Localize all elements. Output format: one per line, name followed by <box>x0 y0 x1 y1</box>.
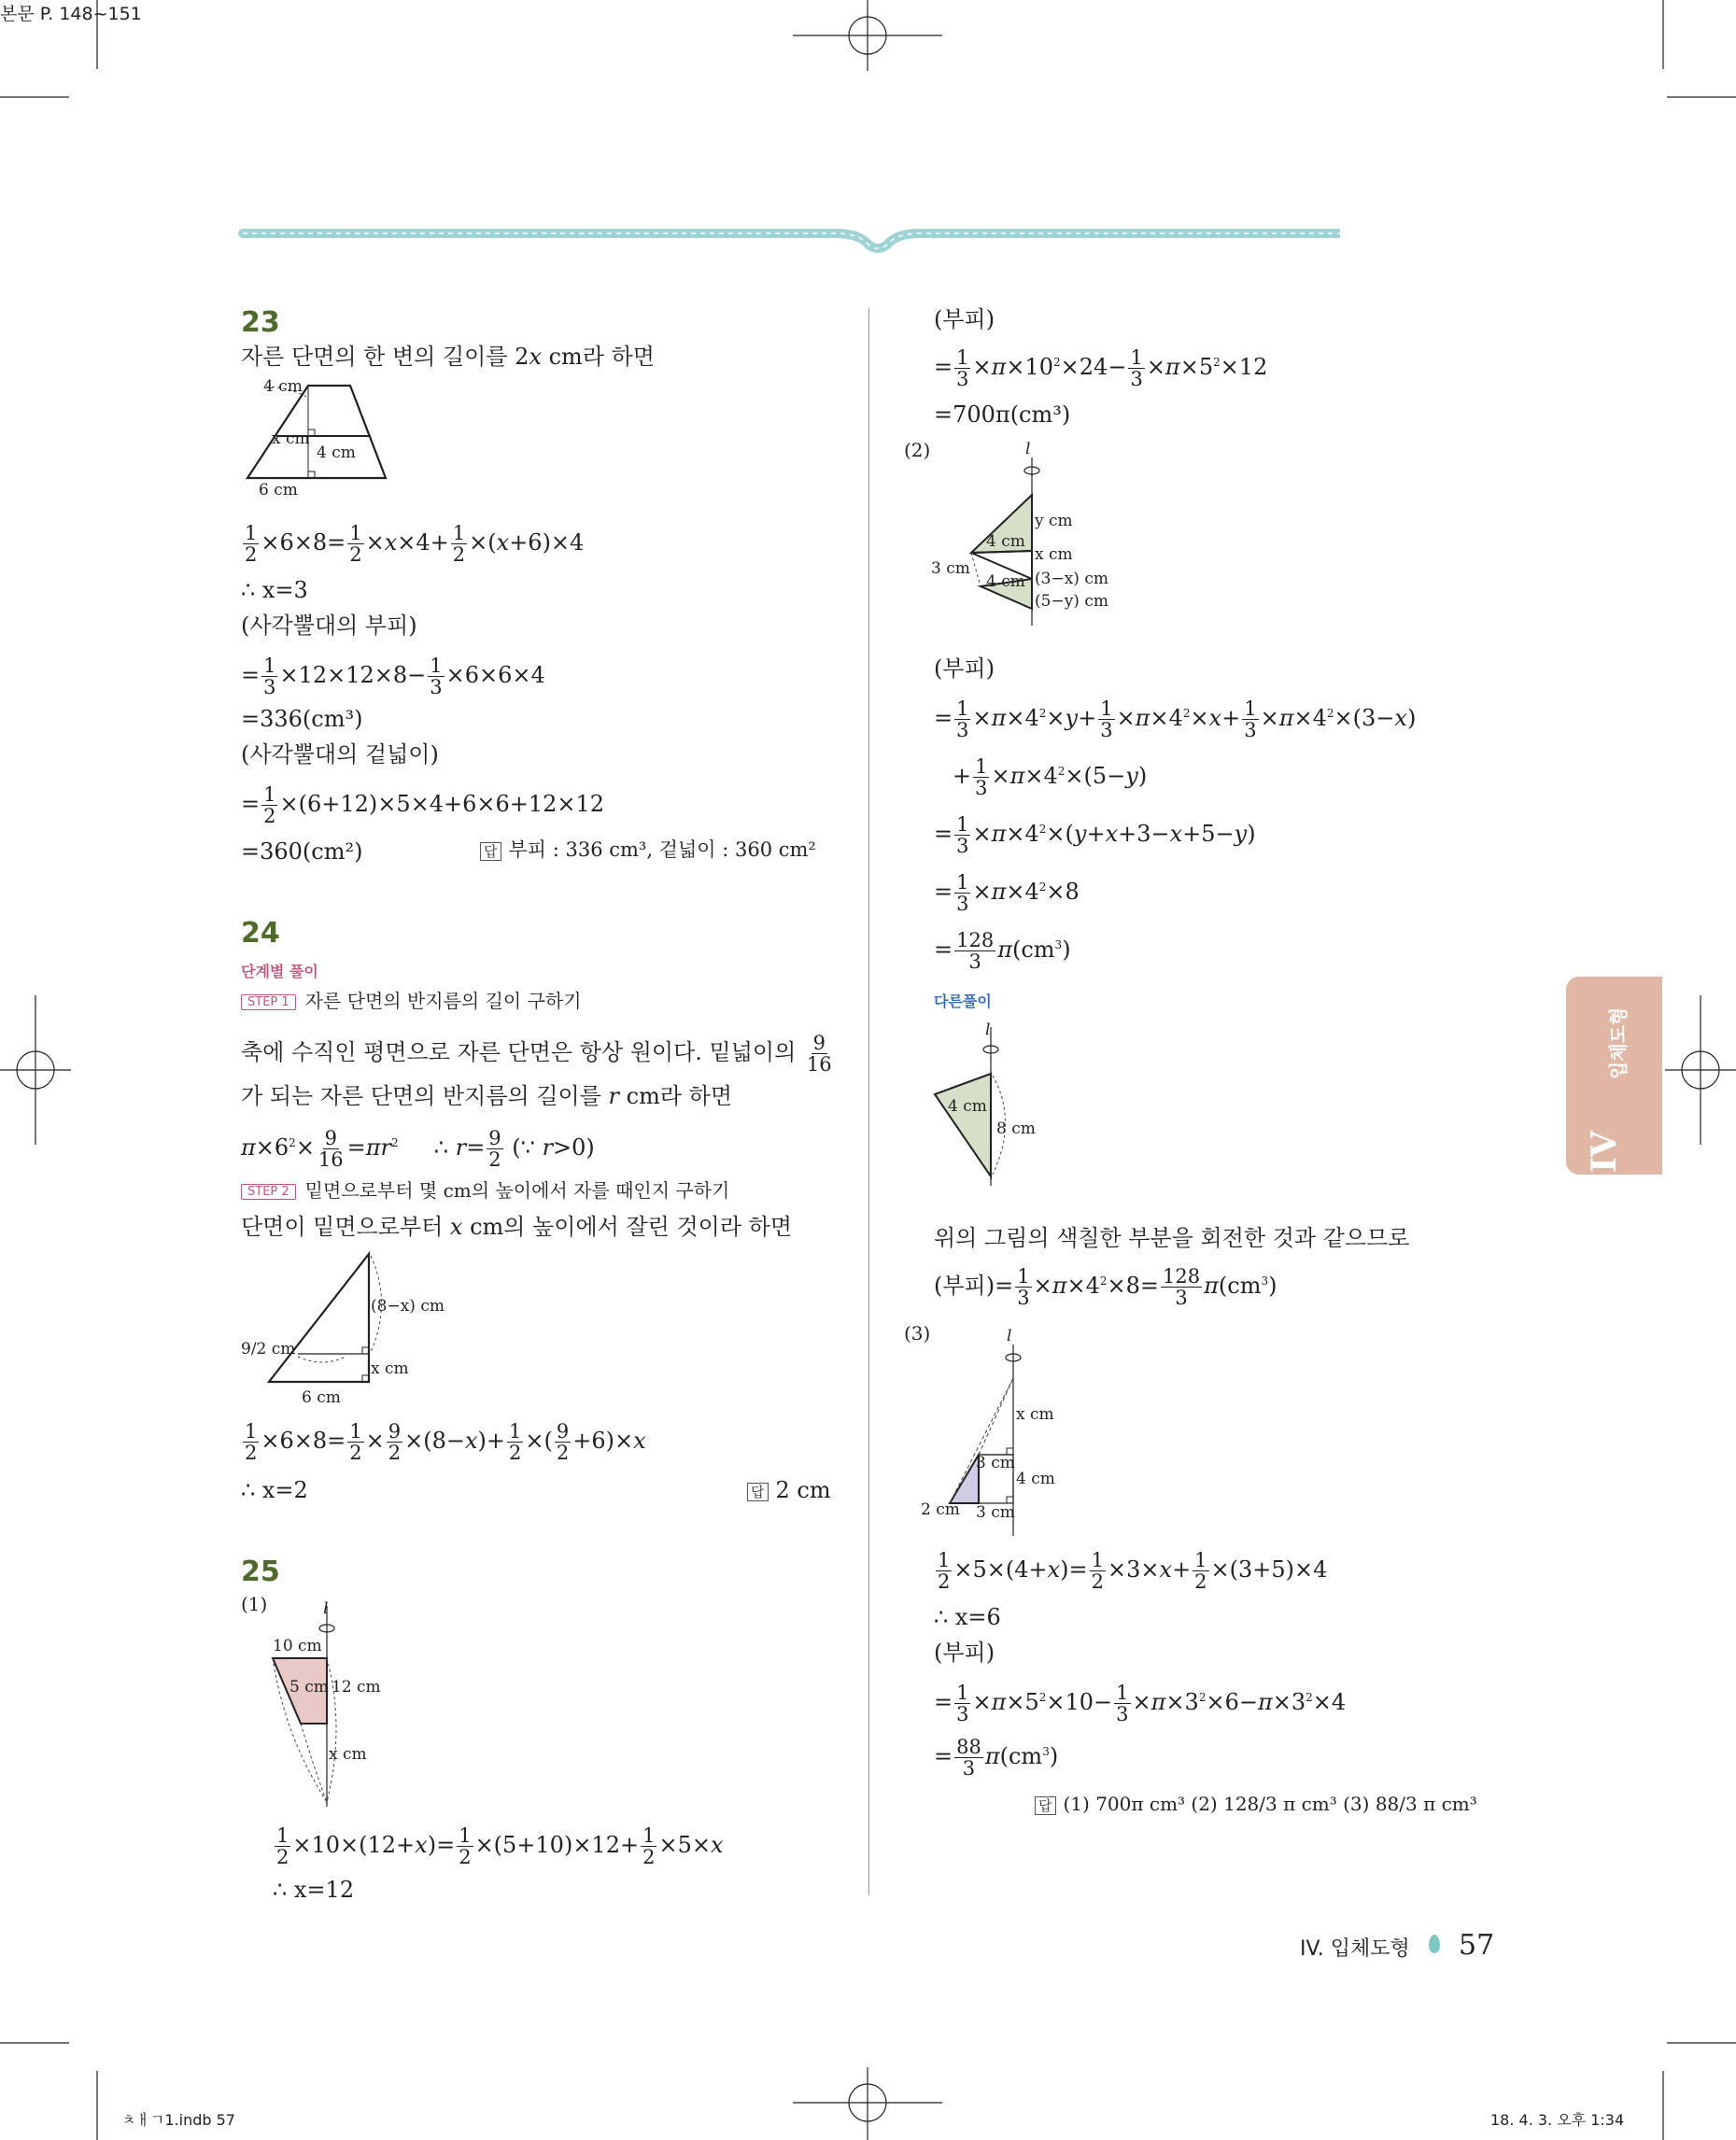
fig1-label-c: 12 cm <box>332 1678 381 1697</box>
fig2-label-f: (3−x) cm <box>1035 570 1108 588</box>
fig2-label-d: 3 cm <box>931 559 970 578</box>
fig1-label-a: 10 cm <box>273 1637 322 1655</box>
p24-fig-label-c: x cm <box>371 1359 409 1378</box>
chapter-footer-title: IV. 입체도형 <box>1300 1937 1410 1961</box>
fig1-axis-label: l <box>323 1599 329 1618</box>
p24-fig-label-b: 9/2 cm <box>241 1340 296 1359</box>
p23-eq4: =336(cm³) <box>241 706 363 732</box>
p25-r-eq7: = $\frac{128}{3}$ $\pi(cm^3)$ <box>934 929 1071 974</box>
p23-trapezoid-figure <box>238 377 406 500</box>
header-ribbon <box>238 217 1340 254</box>
problem-number-23: 23 <box>241 306 280 339</box>
fig4-label-b: 3 cm <box>976 1454 1015 1472</box>
column-divider <box>868 308 869 1895</box>
p25-r-heading3: (부피) <box>934 1640 995 1666</box>
p25-r-heading2: (부피) <box>934 655 995 682</box>
p25-r-eq4: + $\frac{1}{3}$ $\times\pi\times 4^2\times(5-y)$ <box>953 755 1148 800</box>
p24-text1-body: 축에 수직인 평면으로 자른 단면은 항상 원이다. 밑넓이의 <box>241 1039 797 1066</box>
p25-fig4-rotation <box>921 1326 1093 1541</box>
p25-answer <box>1035 1795 1477 1815</box>
p25-answer-text: (1) 700π cm³ (2) 128/3 π cm³ (3) 88/3 π cm³ <box>1063 1793 1477 1815</box>
p24-text3: 단면이 밑면으로부터 x cm의 높이에서 잘린 것이라 하면 <box>241 1214 793 1240</box>
p25-fig2-rotation <box>924 439 1139 626</box>
problem-number-24: 24 <box>241 917 280 950</box>
leaf-icon <box>1429 1935 1440 1953</box>
p25-eq1: $\frac{1}{2}$ ×10×(12+x)= $\frac{1}{2}$ ×(5+10)×12+ $\frac{1}{2}$ ×5×x <box>276 1824 724 1869</box>
fig2-label-b: 4 cm <box>986 532 1025 551</box>
p25-r-eq1: = $\frac{1}{3}$ $\times\pi\times 10^2\times 24-$ $\frac{1}{3}$ $\times\pi\times 5^2\times 12$ <box>934 346 1268 391</box>
p23-fig-label-b: x cm <box>272 429 310 448</box>
alternative-solution-tag: 다른풀이 <box>934 993 992 1010</box>
fig2-axis-label: l <box>1025 440 1031 458</box>
p24-fig-label-d: 6 cm <box>302 1388 341 1407</box>
p23-fig-label-a: 4 cm <box>263 377 303 396</box>
p25-alt-eq: (부피)= $\frac{1}{3}$ $\times\pi\times 4^2\times 8=$ $\frac{128}{3}$ $\pi(cm^3)$ <box>934 1265 1277 1310</box>
p23-fig-label-c: 4 cm <box>317 443 356 462</box>
p24-fig-label-a: (8−x) cm <box>371 1297 445 1316</box>
p25-r-eq9: ∴ x=6 <box>934 1604 1001 1630</box>
print-timestamp: 18. 4. 3. 오후 1:34 <box>1490 2111 1625 2129</box>
p25-r-eq3: = $\frac{1}{3}$ $\times\pi\times 4^2\times y+$ $\frac{1}{3}$ $\times\pi\times 4^2\times x+$ $\frac{1}{3}$ $\times\pi\times 4^2\times(3-x)$ <box>934 697 1417 742</box>
p23-fig-label-d: 6 cm <box>259 481 298 500</box>
p23-eq2: ∴ x=3 <box>241 577 308 603</box>
p25-r-eq8: $\frac{1}{2}$ ×5×(4+x)= $\frac{1}{2}$ ×3×x+ $\frac{1}{2}$ ×(3+5)×4 <box>938 1549 1328 1594</box>
p24-eq2: $\frac{1}{2}$ ×6×8= $\frac{1}{2}$ × $\frac{9}{2}$ ×(8−x)+ $\frac{1}{2}$ ×( $\frac{9}{2}$ +6)×x <box>245 1420 646 1465</box>
side-tab-label: 입체도형 <box>1607 1007 1630 1079</box>
chapter-side-tab <box>1566 977 1662 1175</box>
p25-r-eq5: = $\frac{1}{3}$ $\times\pi\times 4^2\times(y+x+3-x+5-y)$ <box>934 813 1256 858</box>
answer-mark: 답 <box>480 842 501 861</box>
p25-r-heading1: (부피) <box>934 306 995 332</box>
p24-step2 <box>241 1181 729 1200</box>
p24-text2: 가 되는 자른 단면의 반지름의 길이를 r cm라 하면 <box>241 1083 733 1109</box>
p25-r-eq10: = $\frac{1}{3}$ $\times\pi\times 5^2\times 10-$ $\frac{1}{3}$ $\times\pi\times 3^2\times 6-\pi\times 3^2\times 4$ <box>934 1682 1347 1726</box>
fig2-label-a: y cm <box>1035 512 1073 530</box>
fig1-label-d: x cm <box>329 1745 367 1764</box>
step2-text: 밑면으로부터 몇 cm의 높이에서 자를 때인지 구하기 <box>304 1179 730 1202</box>
p25-alt-text: 위의 그림의 색칠한 부분을 회전한 것과 같으므로 <box>934 1225 1410 1251</box>
p25-fig3-alternative <box>929 1018 1060 1186</box>
file-name: ㅊㅐㄱ1.indb 57 <box>121 2111 235 2129</box>
fig2-label-c: x cm <box>1035 545 1073 564</box>
p24-triangle-figure <box>238 1246 481 1415</box>
p24-eq1: $\pi\times 6^2\times$ $\frac{9}{16}$ $=\pi r^2$ ∴ r= $\frac{9}{2}$ (∵ r>0) <box>241 1127 595 1172</box>
side-tab-roman: IV <box>1585 1131 1624 1173</box>
p25-eq2: ∴ x=12 <box>273 1877 355 1903</box>
p23-eq6: =360(cm²) <box>241 838 363 865</box>
answer-mark: 답 <box>747 1483 769 1501</box>
fig4-label-c: 4 cm <box>1016 1470 1055 1488</box>
answer-mark: 답 <box>1035 1796 1056 1815</box>
step2-badge: STEP 2 <box>241 1184 296 1200</box>
p23-answer-text: 부피 : 336 cm³, 겉넓이 : 360 cm² <box>508 838 816 861</box>
p23-eq5: = $\frac{1}{2}$ ×(6+12)×5×4+6×6+12×12 <box>241 783 605 828</box>
step1-badge: STEP 1 <box>241 994 296 1010</box>
fig2-label-g: (5−y) cm <box>1035 592 1108 611</box>
fig3-label-a: 4 cm <box>948 1097 987 1116</box>
fig4-axis-label: l <box>1007 1327 1012 1345</box>
p24-step1 <box>241 992 582 1010</box>
p25-r-eq2: =700π(cm³) <box>934 401 1071 428</box>
p25-part3-label: (3) <box>904 1322 931 1345</box>
p23-answer <box>480 840 816 861</box>
fig4-label-a: x cm <box>1016 1405 1054 1424</box>
p25-part1-label: (1) <box>241 1593 268 1615</box>
problem-number-25: 25 <box>241 1556 280 1588</box>
fig3-axis-label: l <box>985 1021 991 1039</box>
fig3-label-b: 8 cm <box>996 1119 1036 1138</box>
p23-intro: 자른 단면의 한 변의 길이를 2x cm라 하면 <box>241 344 655 370</box>
fig4-label-e: 3 cm <box>976 1503 1015 1522</box>
p24-answer <box>747 1479 831 1501</box>
fig1-label-b: 5 cm <box>289 1678 329 1697</box>
page-number: 57 <box>1459 1929 1495 1962</box>
p25-part2-label: (2) <box>904 439 931 461</box>
p23-eq1: $\frac{1}{2}$ ×6×8= $\frac{1}{2}$ ×x×4+ $\frac{1}{2}$ ×(x+6)×4 <box>245 522 585 567</box>
p23-heading-volume: (사각뿔대의 부피) <box>241 612 417 639</box>
p23-eq3: = $\frac{1}{3}$ ×12×12×8− $\frac{1}{3}$ ×6×6×4 <box>241 655 545 699</box>
p25-r-eq11: = $\frac{88}{3}$ $\pi(cm^3)$ <box>934 1736 1059 1781</box>
p24-text1: 축에 수직인 평면으로 자른 단면은 항상 원이다. 밑넓이의 $\frac{9}{16}$ <box>241 1032 832 1077</box>
p23-heading-area: (사각뿔대의 겉넓이) <box>241 741 439 767</box>
p24-eq3: ∴ x=2 <box>241 1477 308 1503</box>
step-solution-tag: 단계별 풀이 <box>241 963 318 980</box>
fig4-label-d: 2 cm <box>921 1500 960 1519</box>
page-reference: 본문 P. 148~151 <box>0 4 142 24</box>
p25-fig1-rotation <box>261 1597 402 1811</box>
p25-r-eq6: = $\frac{1}{3}$ $\times\pi\times 4^2\times 8$ <box>934 871 1080 916</box>
step1-text: 자른 단면의 반지름의 길이 구하기 <box>304 990 582 1012</box>
fig2-label-e: 4 cm <box>986 572 1025 591</box>
p24-answer-text: 2 cm <box>775 1477 831 1503</box>
